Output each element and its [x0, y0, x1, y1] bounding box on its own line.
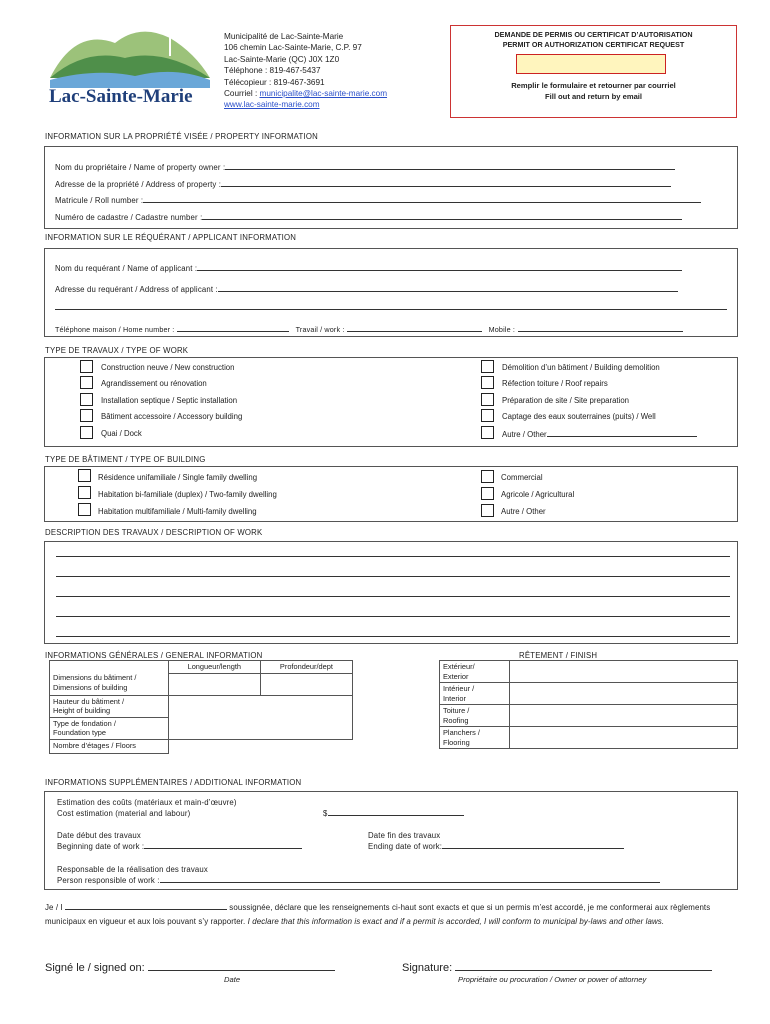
responsible-label-en: Person responsible of work :: [57, 876, 160, 885]
mobile-label: Mobile :: [488, 325, 516, 334]
declaration: [45, 901, 719, 929]
septic-checkbox[interactable]: [80, 393, 93, 406]
applicant-name-label: Nom du requérant / Name of applicant :: [55, 264, 198, 273]
finish-label-en: Roofing: [443, 715, 469, 725]
applicant-address-label: Adresse du requérant / Address of applicant :: [55, 285, 218, 294]
description-line[interactable]: [56, 596, 730, 597]
single-family-checkbox[interactable]: [78, 469, 91, 482]
building-type-label: Résidence unifamiliale / Single family dwelling: [98, 473, 258, 482]
applicant-name-field[interactable]: [197, 263, 682, 271]
dimensions-label-en: Dimensions of building: [53, 682, 128, 692]
municipality-logo: [45, 18, 215, 110]
mobile-phone-field[interactable]: [518, 324, 683, 332]
building-type-label: Commercial: [501, 473, 543, 482]
applicant-address-field[interactable]: [218, 284, 678, 292]
work-other-checkbox[interactable]: [481, 426, 494, 439]
general-info-table: [49, 660, 353, 754]
work-phone-field[interactable]: [347, 324, 482, 332]
exterior-cell[interactable]: [510, 661, 738, 683]
email-label: Courriel :: [224, 89, 260, 99]
building-type-title: TYPE DE BÂTIMENT / TYPE OF BUILDING: [45, 455, 206, 464]
dimensions-label-fr: Dimensions du bâtiment /: [53, 673, 137, 682]
instruction-fr: Remplir le formulaire et retourner par courriel: [511, 81, 676, 90]
height-label-fr: Hauteur du bâtiment /: [53, 696, 125, 706]
roll-label: Matricule / Roll number :: [55, 196, 144, 205]
height-foundation-cell[interactable]: [168, 695, 352, 739]
property-address-field[interactable]: [221, 179, 671, 187]
property-section-title: INFORMATION SUR LA PROPRIÉTÉ VISÉE / PROPERTY INFORMATION: [45, 132, 318, 141]
work-type-label: Captage des eaux souterraines (puits) / Well: [502, 412, 656, 421]
description-line[interactable]: [56, 636, 730, 637]
start-date-label-en: Beginning date of work :: [57, 842, 145, 851]
cost-field[interactable]: [328, 808, 464, 816]
interior-cell[interactable]: [510, 683, 738, 705]
cost-label-en: Cost estimation (material and labour): [57, 809, 191, 818]
flooring-cell[interactable]: [510, 727, 738, 749]
building-other-checkbox[interactable]: [481, 504, 494, 517]
finish-label-fr: Extérieur/: [443, 662, 475, 671]
new-construction-checkbox[interactable]: [80, 360, 93, 373]
work-type-label: Installation septique / Septic installation: [101, 396, 238, 405]
two-family-checkbox[interactable]: [78, 486, 91, 499]
address-line: Lac-Sainte-Marie (QC) J0X 1Z0: [224, 54, 340, 64]
owner-caption: Propriétaire ou procuration / Owner or power of attorney: [458, 975, 647, 984]
additional-info-title: INFORMATIONS SUPPLÉMENTAIRES / ADDITIONAL INFORMATION: [45, 778, 302, 787]
request-box: [450, 25, 737, 118]
work-type-title: TYPE DE TRAVAUX / TYPE OF WORK: [45, 346, 189, 355]
finish-label-en: Exterior: [443, 671, 469, 681]
length-cell[interactable]: [168, 673, 260, 695]
description-line[interactable]: [56, 576, 730, 577]
website-link[interactable]: www.lac-sainte-marie.com: [224, 100, 320, 110]
commercial-checkbox[interactable]: [481, 470, 494, 483]
foundation-label-en: Foundation type: [53, 728, 107, 737]
cadastre-label: Numéro de cadastre / Cadastre number :: [55, 213, 203, 222]
applicant-section-title: INFORMATION SUR LE RÉQUÉRANT / APPLICANT INFORMATION: [45, 233, 297, 242]
home-label: Téléphone maison / Home number :: [55, 325, 175, 334]
home-phone-field[interactable]: [177, 324, 289, 332]
address-line: Municipalité de Lac-Sainte-Marie: [224, 32, 344, 41]
phone-line: Téléphone : 819-467-5437: [224, 66, 321, 76]
well-checkbox[interactable]: [481, 409, 494, 422]
property-address-label: Adresse de la propriété / Address of property :: [55, 180, 222, 189]
declaration-prefix: Je / I: [45, 903, 63, 912]
length-header: Longueur/length: [168, 661, 260, 674]
dollar-sign: $: [323, 809, 328, 818]
responsible-field[interactable]: [160, 875, 660, 883]
description-line[interactable]: [56, 616, 730, 617]
responsible-label-fr: Responsable de la réalisation des travaux: [57, 865, 208, 874]
work-type-label: Réfection toiture / Roof repairs: [502, 379, 608, 388]
dock-checkbox[interactable]: [80, 426, 93, 439]
instruction-en: Fill out and return by email: [544, 92, 643, 101]
owner-label: Nom du propriétaire / Name of property owner :: [55, 163, 226, 172]
building-type-label: Habitation bi-familiale (duplex) / Two-family dwelling: [98, 490, 277, 499]
multi-family-checkbox[interactable]: [78, 503, 91, 516]
height-label-en: Height of building: [53, 706, 111, 715]
site-preparation-checkbox[interactable]: [481, 393, 494, 406]
finish-label-en: Interior: [443, 693, 467, 703]
request-title-en: PERMIT OR AUTHORIZATION CERTIFICAT REQUEST: [502, 39, 685, 49]
signature-field[interactable]: [455, 960, 712, 971]
floors-label: Nombre d’étages / Floors: [50, 739, 169, 753]
roll-field[interactable]: [143, 195, 701, 203]
work-type-label: Agrandissement ou rénovation: [101, 379, 207, 388]
finish-label-fr: Intérieur /: [443, 684, 475, 693]
signature-label: Signature:: [402, 962, 453, 974]
declaration-fr: soussignée, déclare que les renseignements ci-haut sont exacts et que si un permis m’est accordé, je me conformerai aux règlements municipaux en vigueur et aux lois pouvant s’y rapporter.: [45, 903, 711, 926]
building-type-label: Habitation multifamiliale / Multi-family dwelling: [98, 507, 257, 516]
cadastre-field[interactable]: [202, 212, 682, 220]
cost-label-fr: Estimation des coûts (matériaux et main-d’œuvre): [57, 798, 237, 807]
depth-header: Profondeur/dept: [260, 661, 352, 674]
work-type-label: Démolition d’un bâtiment / Building demolition: [502, 363, 660, 372]
declarant-name-field[interactable]: [65, 902, 227, 910]
agricultural-checkbox[interactable]: [481, 487, 494, 500]
end-date-label-fr: Date fin des travaux: [368, 831, 441, 840]
email-link[interactable]: municipalite@lac-sainte-marie.com: [259, 89, 388, 99]
fax-line: Télécopieur : 819-467-3691: [224, 77, 325, 87]
request-type-field[interactable]: [516, 54, 666, 74]
demolition-checkbox[interactable]: [481, 360, 494, 373]
signed-on-field[interactable]: [148, 960, 335, 971]
owner-field[interactable]: [225, 162, 675, 170]
work-type-label: Bâtiment accessoire / Accessory building: [101, 412, 243, 421]
finish-label-fr: Planchers /: [443, 728, 480, 737]
depth-cell[interactable]: [260, 673, 352, 695]
logo-text: Lac-Sainte-Marie: [49, 86, 193, 107]
work-other-field[interactable]: [547, 429, 697, 437]
work-type-label: Autre / Other: [502, 430, 547, 439]
description-title: DESCRIPTION DES TRAVAUX / DESCRIPTION OF WORK: [45, 528, 263, 537]
declaration-en: I declare that this information is exact and if a permit is accorded, I will conform to municipal by-laws and other laws.: [247, 917, 665, 926]
work-type-label: Quai / Dock: [101, 429, 142, 438]
request-title-fr: DEMANDE DE PERMIS OU CERTIFICAT D’AUTORISATION: [494, 30, 693, 39]
applicant-address-line-2[interactable]: [55, 309, 727, 310]
start-date-label-fr: Date début des travaux: [57, 831, 141, 840]
building-type-label: Autre / Other: [501, 507, 546, 516]
roof-repairs-checkbox[interactable]: [481, 376, 494, 389]
work-label: Travail / work :: [295, 325, 345, 334]
general-info-title: INFORMATIONS GÉNÉRALES / GENERAL INFORMATION: [45, 651, 263, 660]
start-date-field[interactable]: [144, 841, 302, 849]
date-caption: Date: [224, 975, 241, 984]
work-type-label: Construction neuve / New construction: [101, 363, 235, 372]
end-date-label-en: Ending date of work:: [368, 842, 443, 851]
finish-table: [439, 660, 738, 749]
end-date-field[interactable]: [442, 841, 624, 849]
finish-label-en: Flooring: [443, 737, 470, 747]
renovation-checkbox[interactable]: [80, 376, 93, 389]
foundation-label-fr: Type de fondation /: [53, 718, 116, 728]
finish-title: RÊTEMENT / FINISH: [519, 651, 598, 660]
accessory-building-checkbox[interactable]: [80, 409, 93, 422]
description-line[interactable]: [56, 556, 730, 557]
address-line: 106 chemin Lac-Sainte-Marie, C.P. 97: [224, 43, 362, 53]
finish-label-fr: Toiture /: [443, 706, 470, 715]
work-type-label: Préparation de site / Site preparation: [502, 396, 629, 405]
roofing-cell[interactable]: [510, 705, 738, 727]
building-type-label: Agricole / Agricultural: [501, 490, 575, 499]
signed-on-label: Signé le / signed on:: [45, 962, 145, 974]
municipality-address: [224, 31, 387, 111]
